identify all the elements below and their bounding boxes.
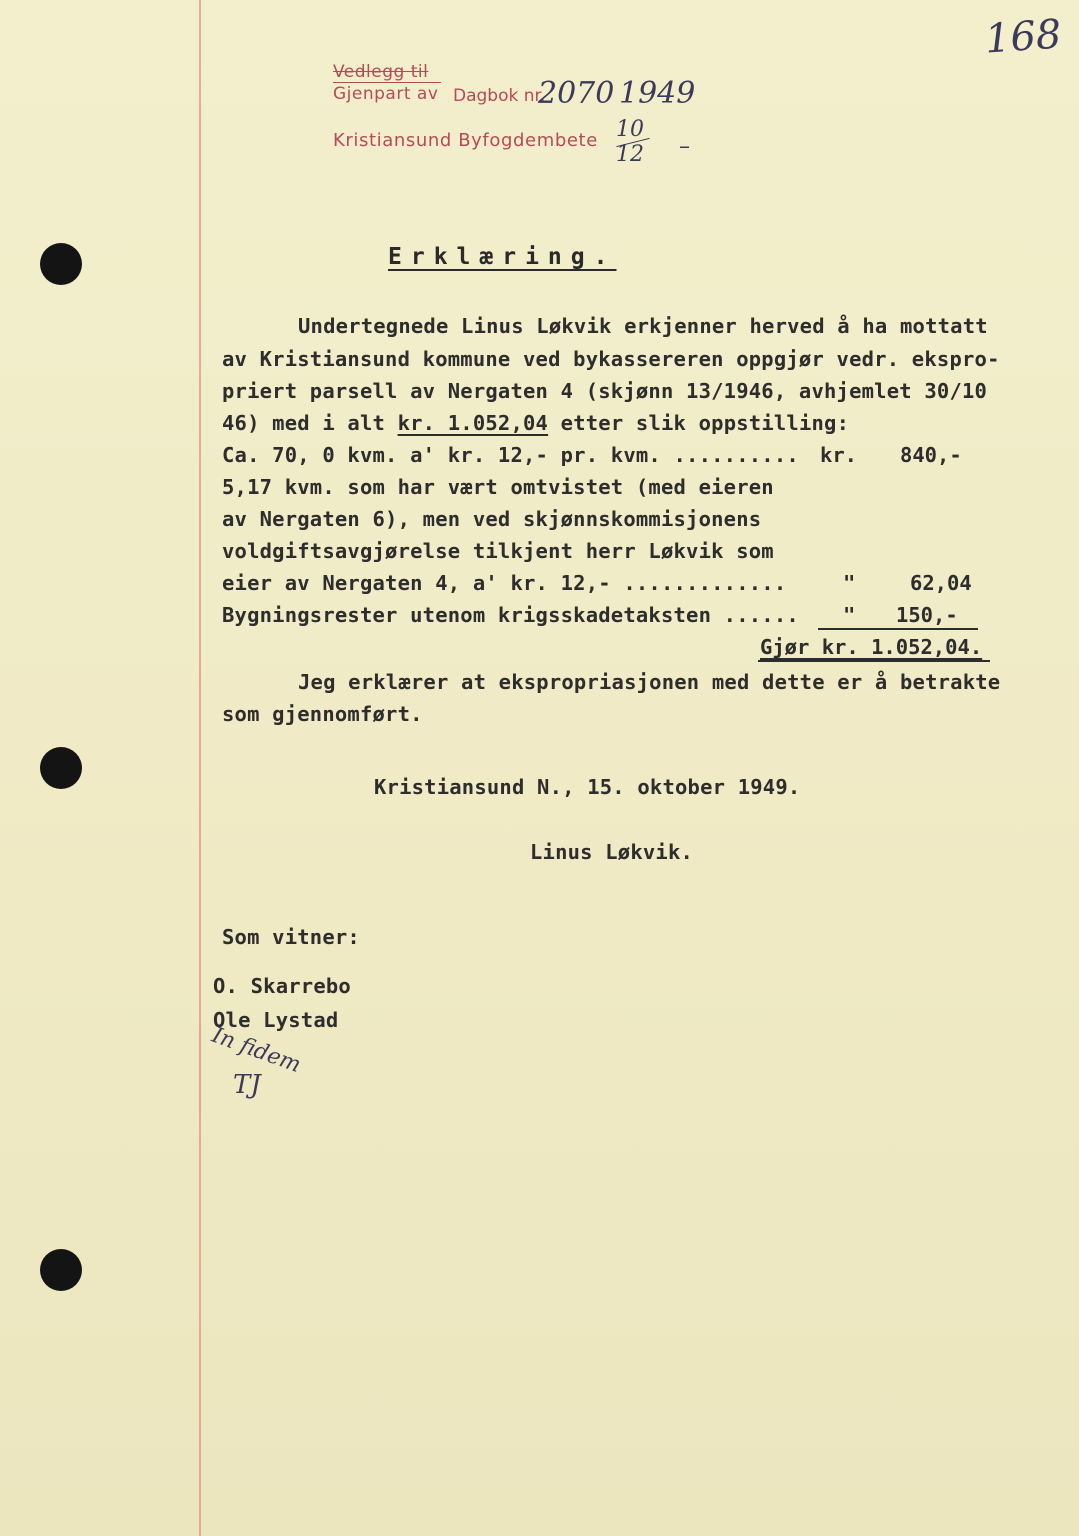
stamp-underline [333,82,441,83]
margin-line [199,0,201,1536]
stamp-line1: Vedlegg til [333,62,429,82]
witness-2: Ole Lystad [213,1008,339,1032]
witness-1: O. Skarrebo [213,974,351,998]
body-line-2: av Kristiansund kommune ved bykassereren oppgjør vedr. ekspro- [222,347,1000,371]
body-line-3: priert parsell av Nergaten 4 (skjønn 13/1946, avhjemlet 30/10 [222,379,988,403]
item-3-unit: " [843,603,856,627]
item-2-line-3: voldgiftsavgjørelse tilkjent herr Løkvik som [222,539,774,563]
document-title: Erklæring. [388,244,617,270]
body-line-4-pre: 46) med i alt [222,411,398,435]
stamp-dagbok-number: 2070 [538,76,615,111]
stamp-date-dash: – [679,134,690,159]
page-number: 168 [983,11,1063,63]
stamp-date-den: 12 [616,142,644,167]
total-line: Gjør kr. 1.052,04. [760,635,983,659]
punch-hole-top [40,243,82,285]
punch-hole-bottom [40,1249,82,1291]
item-2-amount: 62,04 [910,571,972,595]
body-line-4 [222,411,849,435]
item-1-unit: kr. [820,443,858,467]
item-2-unit: " [843,571,856,595]
stamp-office: Kristiansund Byfogdembete [333,130,598,151]
item-3-text: Bygningsrester utenom krigsskadetaksten ...... [222,603,799,627]
stamp-dagbok-label: Dagbok nr. [453,86,546,106]
stamp-date-num: 10 [616,117,644,142]
body-line-1: Undertegnede Linus Løkvik erkjenner herved å ha mottatt [298,314,988,338]
body-line-4-post: etter slik oppstilling: [548,411,850,435]
total-amount-inline: kr. 1.052,04 [397,411,549,435]
item-2-line-4: eier av Nergaten 4, a' kr. 12,- ............. [222,571,787,595]
item-2-line-1: 5,17 kvm. som har vært omtvistet (med eieren [222,475,774,499]
total-double-rule [758,660,990,662]
item-1-text: Ca. 70, 0 kvm. a' kr. 12,- pr. kvm. .......... [222,443,799,467]
stamp-year: 1949 [619,76,696,111]
place-date: Kristiansund N., 15. oktober 1949. [374,775,801,799]
initials-mark: TJ [233,1070,261,1100]
item-2-line-2: av Nergaten 6), men ved skjønnskommisjonens [222,507,762,531]
stamp-date [616,117,650,167]
stamp-line2: Gjenpart av [333,84,439,104]
witnesses-label: Som vitner: [222,925,360,949]
declaration-line-2: som gjennomført. [222,702,423,726]
punch-hole-middle [40,747,82,789]
sum-rule [818,628,978,630]
declaration-line-1: Jeg erklærer at ekspropriasjonen med dette er å betrakte [298,670,1001,694]
registry-stamp [333,56,713,166]
item-3-amount: 150,- [896,603,958,627]
item-1-amount: 840,- [900,443,962,467]
in-fidem-mark: In fidem [208,1022,304,1079]
signature-name: Linus Løkvik. [530,840,694,864]
